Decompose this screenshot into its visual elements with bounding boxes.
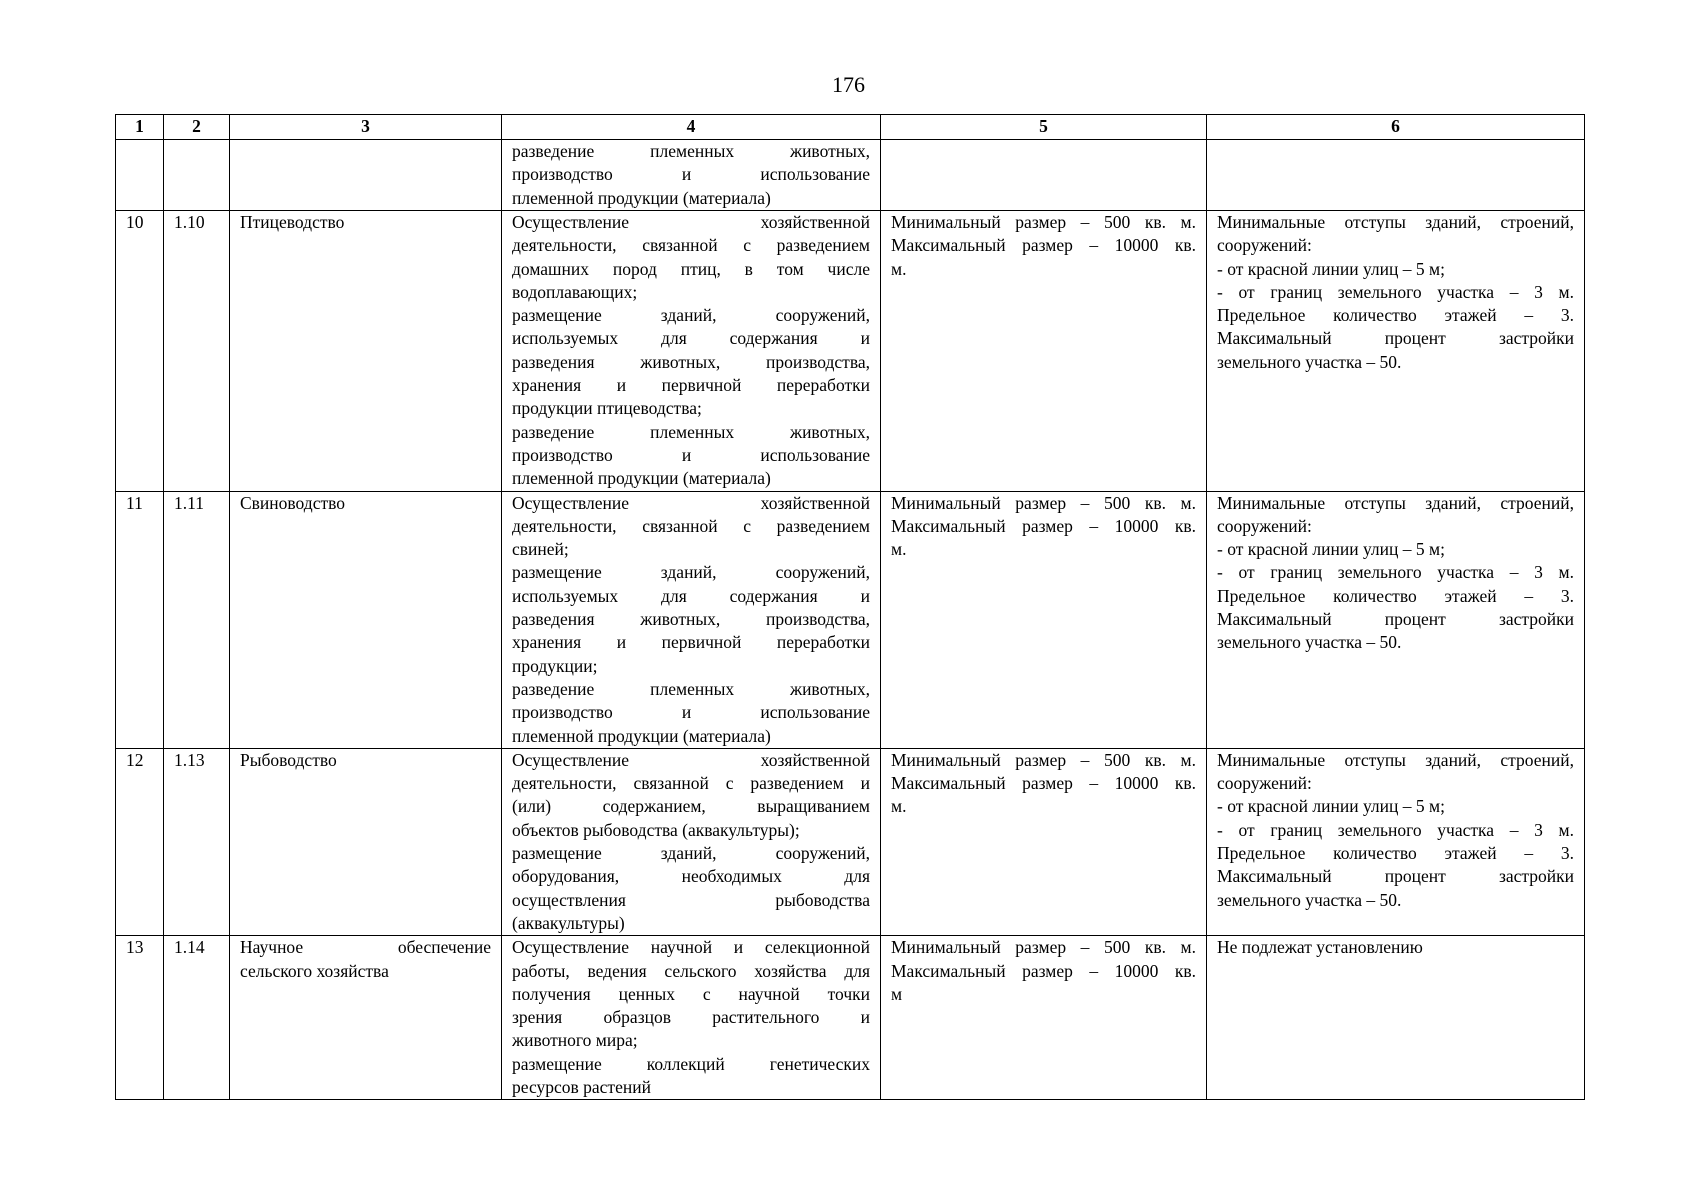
use-description-line: продукции птицеводства; [512,398,702,419]
use-description-line: продукции; [512,655,598,676]
header-col-4: 4 [502,115,881,140]
cell-use-code: 1.13 [164,748,230,935]
cell-use-description [502,211,881,492]
header-col-1: 1 [116,115,164,140]
use-description-line: размещение зданий, сооружений, [512,843,870,864]
use-description-line: объектов рыбоводства (аквакультуры); [512,819,800,840]
construction-limits-line: Предельное количество этажей – 3. [1217,585,1574,606]
construction-limits-line: - от красной линии улиц – 5 м; [1217,258,1445,279]
cell-use-name [230,936,502,1100]
use-name-line: сельского хозяйства [240,960,389,981]
table-header-row [116,115,1585,140]
cell-use-name [230,211,502,492]
cell-use-description [502,140,881,211]
use-name-line: Рыбоводство [240,749,337,770]
use-description-line: деятельности, связанной с разведением [512,515,870,536]
cell-plot-size [881,140,1207,211]
use-description-line: размещение зданий, сооружений, [512,562,870,583]
plot-size-line: м. [891,258,907,279]
plot-size-line: Минимальный размер – 500 кв. м. [891,492,1196,513]
cell-row-number: 13 [116,936,164,1100]
plot-size-line: Максимальный размер – 10000 кв. [891,235,1196,256]
use-description-line: племенной продукции (материала) [512,725,771,746]
cell-construction-limits [1207,491,1585,748]
plot-size-line: Минимальный размер – 500 кв. м. [891,749,1196,770]
construction-limits-line: Максимальный процент застройки [1217,866,1574,887]
cell-construction-limits [1207,936,1585,1100]
use-description-line: водоплавающих; [512,281,638,302]
use-description-line: (аквакультуры) [512,912,625,933]
construction-limits-line: Максимальный процент застройки [1217,609,1574,630]
cell-row-number: 11 [116,491,164,748]
use-name-line: Птицеводство [240,212,345,232]
use-description-line: Осуществление хозяйственной [512,492,870,513]
cell-use-description [502,491,881,748]
plot-size-line: Максимальный размер – 10000 кв. [891,773,1196,794]
cell-plot-size [881,491,1207,748]
construction-limits-line: - от границ земельного участка – 3 м. [1217,281,1574,302]
plot-size-line: м. [891,539,907,560]
construction-limits-line: земельного участка – 50. [1217,351,1402,372]
cell-construction-limits [1207,748,1585,935]
construction-limits-line: Максимальный процент застройки [1217,328,1574,349]
use-description-line: разведения животных, производства, [512,609,870,630]
use-description-line: работы, ведения сельского хозяйства для [512,960,870,981]
use-description-line: производство и использование [512,702,870,723]
cell-use-name [230,491,502,748]
use-description-line: животного мира; [512,1030,638,1051]
use-description-line: производство и использование [512,444,870,465]
construction-limits-line: Не подлежат установлению [1217,937,1423,958]
cell-use-code [164,140,230,211]
use-description-line: (или) содержанием, выращиванием [512,796,870,817]
use-description-line: размещение коллекций генетических [512,1053,870,1074]
table-row [116,211,1585,492]
cell-use-name [230,748,502,935]
cell-use-description [502,748,881,935]
use-description-line: деятельности, связанной с разведением [512,235,870,256]
use-description-line: производство и использование [512,164,870,185]
cell-use-code: 1.11 [164,491,230,748]
cell-plot-size [881,748,1207,935]
plot-size-line: Минимальный размер – 500 кв. м. [891,212,1196,232]
construction-limits-line: земельного участка – 50. [1217,632,1402,653]
construction-limits-line: Минимальные отступы зданий, строений, [1217,212,1574,232]
use-description-line: племенной продукции (материала) [512,468,771,489]
construction-limits-line: земельного участка – 50. [1217,889,1402,910]
header-col-5: 5 [881,115,1207,140]
table-row [116,491,1585,748]
use-name-line: Свиноводство [240,492,346,513]
use-description-line: хранения и первичной переработки [512,375,870,396]
use-description-line: Осуществление хозяйственной [512,212,870,232]
table-row [116,140,1585,211]
use-description-line: осуществления рыбоводства [512,889,870,910]
construction-limits-line: - от красной линии улиц – 5 м; [1217,539,1445,560]
construction-limits-line: сооружений: [1217,773,1312,794]
plot-size-line: м. [891,796,907,817]
use-description-line: получения ценных с научной точки [512,983,870,1004]
cell-row-number: 10 [116,211,164,492]
use-description-line: ресурсов растений [512,1076,651,1097]
use-description-line: разведение племенных животных, [512,141,870,161]
cell-row-number: 12 [116,748,164,935]
plot-size-line: Максимальный размер – 10000 кв. [891,960,1196,981]
cell-use-code: 1.14 [164,936,230,1100]
use-description-line: разведения животных, производства, [512,351,870,372]
header-col-2: 2 [164,115,230,140]
use-description-line: племенной продукции (материала) [512,187,771,208]
construction-limits-line: Минимальные отступы зданий, строений, [1217,749,1574,770]
use-description-line: зрения образцов растительного и [512,1007,870,1028]
land-use-table [115,114,1585,1100]
cell-use-name [230,140,502,211]
construction-limits-line: сооружений: [1217,515,1312,536]
cell-plot-size [881,936,1207,1100]
construction-limits-line: - от границ земельного участка – 3 м. [1217,562,1574,583]
use-description-line: разведение племенных животных, [512,678,870,699]
table-row [116,936,1585,1100]
construction-limits-line: Предельное количество этажей – 3. [1217,305,1574,326]
use-description-line: размещение зданий, сооружений, [512,305,870,326]
plot-size-line: Максимальный размер – 10000 кв. [891,515,1196,536]
use-description-line: свиней; [512,539,569,560]
plot-size-line: м [891,983,903,1004]
cell-plot-size [881,211,1207,492]
construction-limits-line: - от границ земельного участка – 3 м. [1217,819,1574,840]
construction-limits-line: сооружений: [1217,235,1312,256]
table-row [116,748,1585,935]
use-description-line: деятельности, связанной с разведением и [512,773,870,794]
cell-construction-limits [1207,140,1585,211]
page-number: 176 [832,72,865,97]
use-description-line: хранения и первичной переработки [512,632,870,653]
cell-use-description [502,936,881,1100]
header-col-3: 3 [230,115,502,140]
use-description-line: Осуществление хозяйственной [512,749,870,770]
use-description-line: домашних пород птиц, в том числе [512,258,870,279]
use-description-line: используемых для содержания и [512,585,870,606]
header-col-6: 6 [1207,115,1585,140]
use-description-line: Осуществление научной и селекционной [512,937,870,958]
cell-use-code: 1.10 [164,211,230,492]
use-description-line: оборудования, необходимых для [512,866,870,887]
cell-construction-limits [1207,211,1585,492]
construction-limits-line: - от красной линии улиц – 5 м; [1217,796,1445,817]
construction-limits-line: Минимальные отступы зданий, строений, [1217,492,1574,513]
use-name-line: Научное обеспечение [240,937,491,958]
construction-limits-line: Предельное количество этажей – 3. [1217,843,1574,864]
plot-size-line: Минимальный размер – 500 кв. м. [891,937,1196,958]
use-description-line: используемых для содержания и [512,328,870,349]
cell-row-number [116,140,164,211]
use-description-line: разведение племенных животных, [512,421,870,442]
